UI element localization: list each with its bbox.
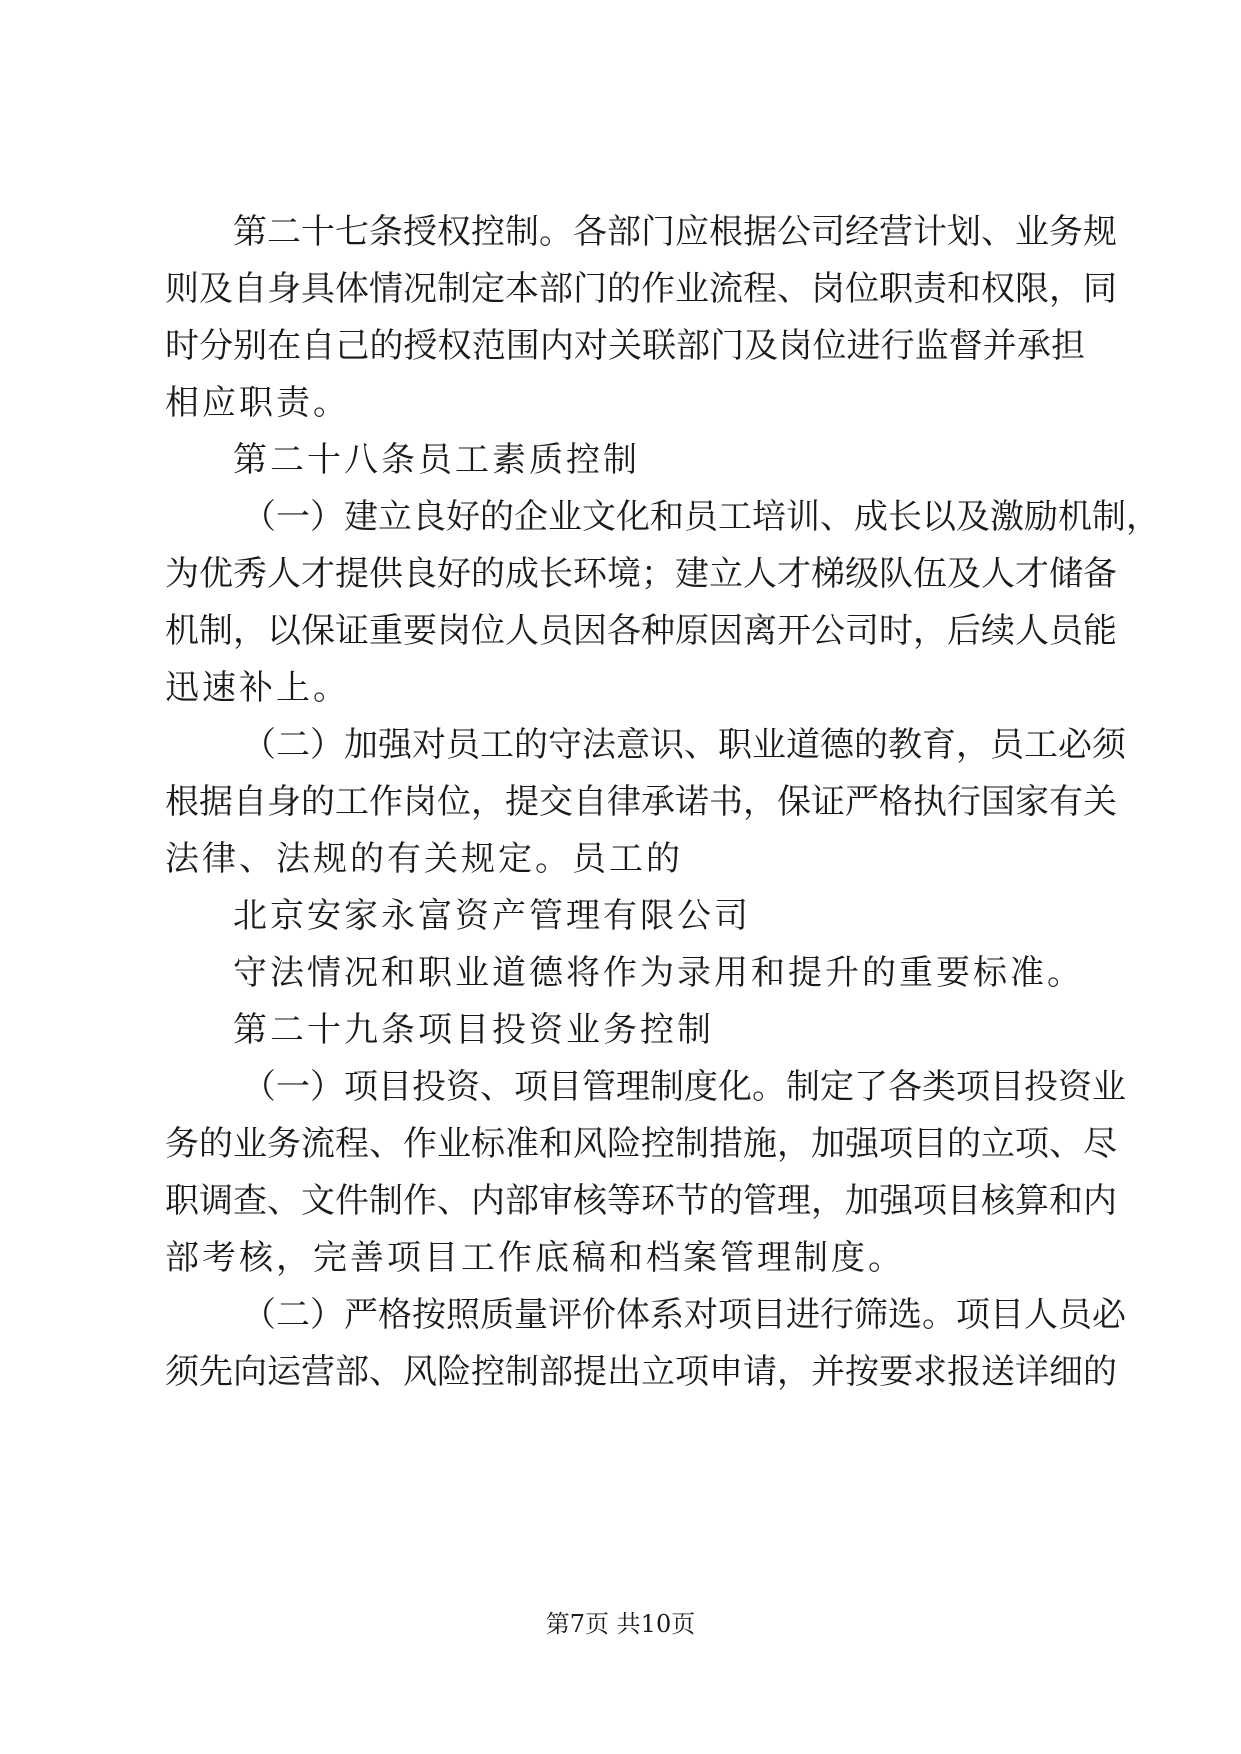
paragraph-line: （二）加强对员工的守法意识、职业道德的教育，员工必须 (242, 725, 1126, 765)
article-heading: 第二十九条项目投资业务控制 (233, 1010, 714, 1050)
paragraph-line: 职调查、文件制作、内部审核等环节的管理，加强项目核算和内 (165, 1181, 1117, 1221)
paragraph-line: 相应职责。 (165, 383, 350, 423)
paragraph-line: 根据自身的工作岗位，提交自律承诺书，保证严格执行国家有关 (165, 782, 1117, 822)
paragraph-line: 守法情况和职业道德将作为录用和提升的重要标准。 (233, 953, 1084, 993)
company-name: 北京安家永富资产管理有限公司 (233, 896, 751, 936)
paragraph-line: （二）严格按照质量评价体系对项目进行筛选。项目人员必 (242, 1295, 1126, 1335)
paragraph-line: （一）项目投资、项目管理制度化。制定了各类项目投资业 (242, 1067, 1126, 1107)
paragraph-line: 须先向运营部、风险控制部提出立项申请，并按要求报送详细的 (165, 1352, 1117, 1392)
article-heading: 第二十八条员工素质控制 (233, 440, 640, 480)
paragraph-line: 机制，以保证重要岗位人员因各种原因离开公司时，后续人员能 (165, 611, 1117, 651)
paragraph-line: （一）建立良好的企业文化和员工培训、成长以及激励机制， (242, 497, 1160, 537)
paragraph-line: 迅速补上。 (165, 668, 350, 708)
paragraph-line: 则及自身具体情况制定本部门的作业流程、岗位职责和权限，同 (165, 269, 1117, 309)
page-number-footer: 第7页 共10页 (545, 1610, 696, 1638)
paragraph-line: 为优秀人才提供良好的成长环境；建立人才梯级队伍及人才储备 (165, 554, 1117, 594)
paragraph-line: 务的业务流程、作业标准和风险控制措施，加强项目的立项、尽 (165, 1124, 1117, 1164)
paragraph-line: 部考核，完善项目工作底稿和档案管理制度。 (165, 1238, 905, 1278)
paragraph-line: 第二十七条授权控制。各部门应根据公司经营计划、业务规 (233, 212, 1117, 252)
paragraph-line: 法律、法规的有关规定。员工的 (165, 839, 683, 879)
paragraph-line: 时分别在自己的授权范围内对关联部门及岗位进行监督并承担 (165, 326, 1085, 366)
